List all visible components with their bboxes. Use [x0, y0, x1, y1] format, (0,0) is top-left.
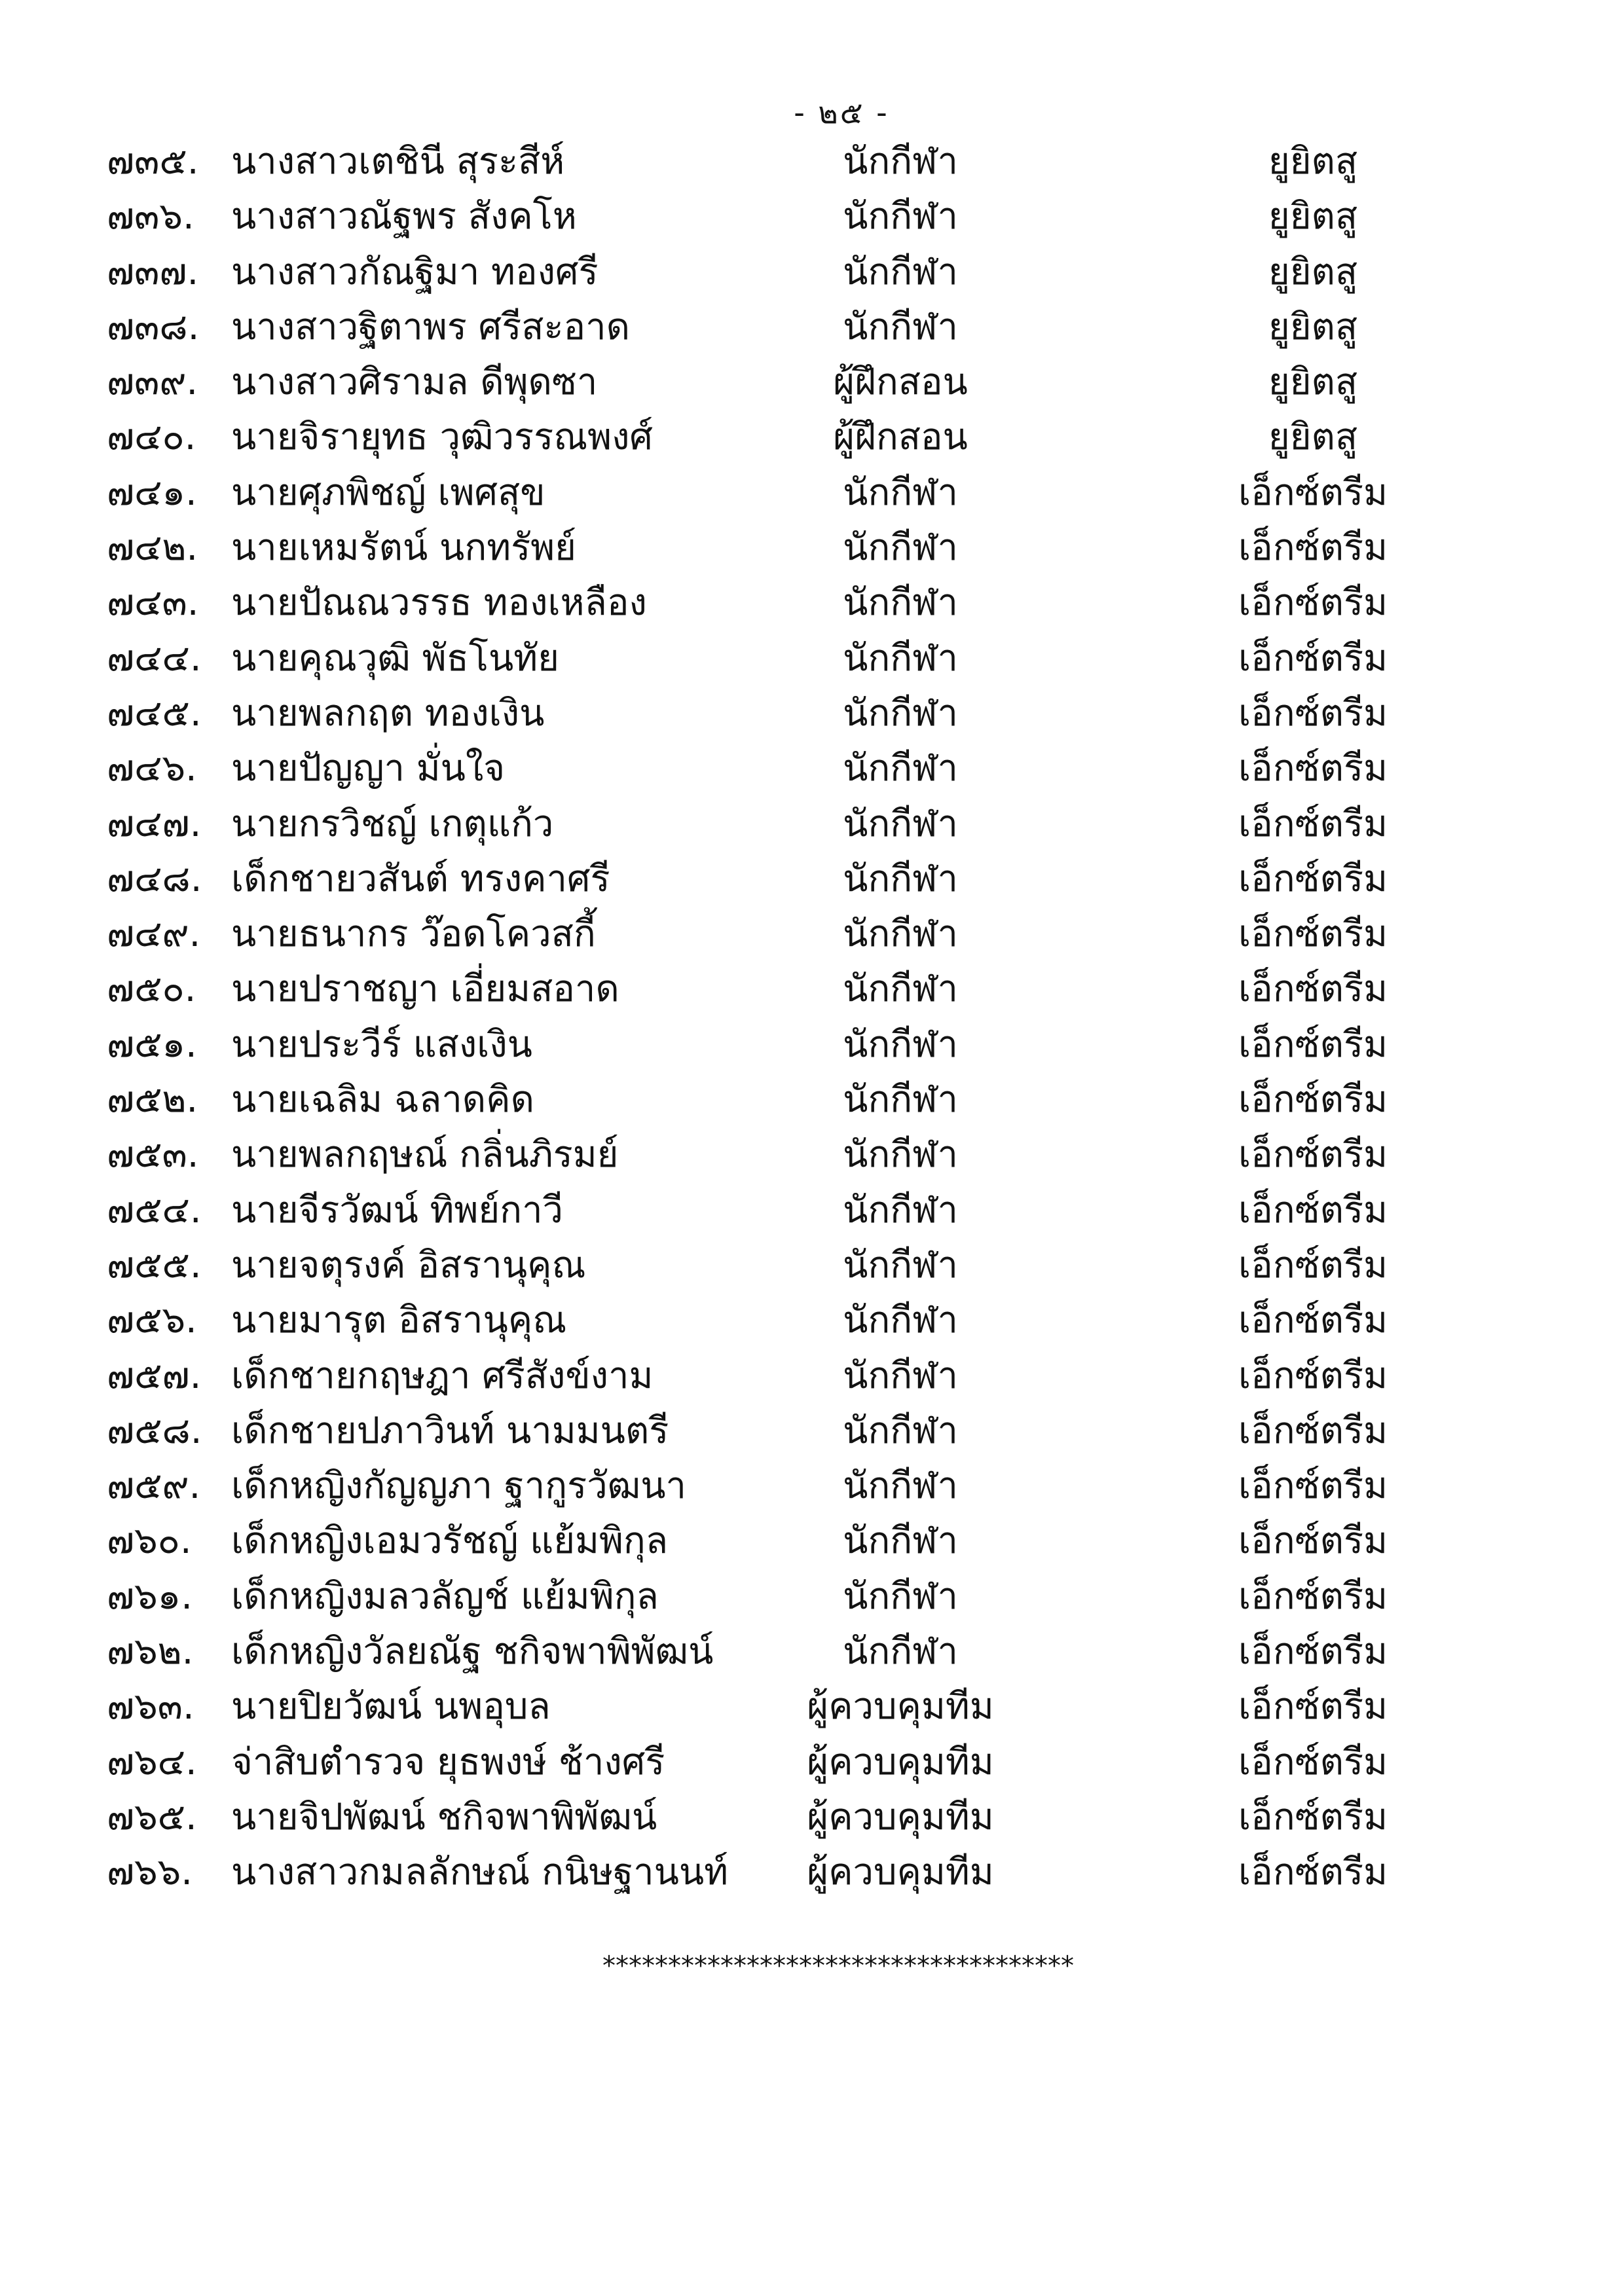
roster-row — [107, 797, 1572, 852]
entry-name: นางสาวกัณฐิมา ทองศรี — [231, 250, 599, 293]
entry-name-cell — [107, 1845, 747, 1900]
roster-row — [107, 355, 1572, 410]
entry-sport: เอ็กซ์ตรีม — [1238, 1740, 1388, 1783]
entry-number: ๗๖๕. — [107, 1795, 197, 1838]
roster-row — [107, 1514, 1572, 1569]
entry-sport: ยูยิตสู — [1268, 305, 1358, 348]
entry-name: เด็กชายกฤษฎา ศรีสังข์งาม — [231, 1354, 654, 1397]
entry-role: นักกีฬา — [843, 195, 958, 238]
roster-row — [107, 1569, 1572, 1624]
entry-sport: เอ็กซ์ตรีม — [1238, 1354, 1388, 1397]
entry-role: นักกีฬา — [843, 1078, 958, 1121]
roster-row — [107, 1183, 1572, 1238]
entry-sport: เอ็กซ์ตรีม — [1238, 691, 1388, 735]
entry-name-cell — [107, 245, 747, 300]
entry-name-cell — [107, 1679, 747, 1734]
entry-name: เด็กหญิงกัญญภา ฐากูรวัฒนา — [231, 1465, 686, 1508]
entry-number: ๗๖๖. — [107, 1851, 193, 1894]
entry-name: นายจิปพัฒน์ ชกิจพาพิพัฒน์ — [231, 1795, 657, 1838]
entry-number: ๗๔๑. — [107, 471, 197, 514]
roster-row — [107, 962, 1572, 1017]
entry-sport: เอ็กซ์ตรีม — [1238, 581, 1388, 625]
entry-name-cell — [107, 1735, 747, 1790]
entry-number: ๗๓๘. — [107, 305, 200, 348]
entry-sport: เอ็กซ์ตรีม — [1238, 802, 1388, 845]
entry-name: นางสาวเตชินี สุระสีห์ — [231, 140, 565, 183]
entry-name-cell — [107, 631, 747, 686]
entry-number: ๗๕๕. — [107, 1243, 202, 1286]
roster-row — [107, 1790, 1572, 1845]
entry-name: นายพลกฤษณ์ กลิ่นภิรมย์ — [231, 1133, 619, 1176]
roster-row — [107, 1679, 1572, 1734]
entry-role: นักกีฬา — [843, 1520, 958, 1563]
entry-number: ๗๔๖. — [107, 747, 197, 790]
roster-row — [107, 1293, 1572, 1348]
roster-row — [107, 520, 1572, 575]
entry-number: ๗๔๓. — [107, 581, 199, 625]
entry-name: นายเฉลิม ฉลาดคิด — [231, 1078, 534, 1121]
entry-number: ๗๔๗. — [107, 802, 202, 845]
entry-name: เด็กชายวสันต์ ทรงคาศรี — [231, 857, 610, 900]
entry-name-cell — [107, 1183, 747, 1238]
entry-sport: ยูยิตสู — [1268, 250, 1358, 293]
entry-role: นักกีฬา — [843, 691, 958, 735]
entry-name: นางสาวศิรามล ดีพุดซา — [231, 361, 598, 404]
entry-name-cell — [107, 852, 747, 907]
entry-name-cell — [107, 520, 747, 575]
entry-role: นักกีฬา — [843, 581, 958, 625]
roster-row — [107, 907, 1572, 962]
entry-sport: เอ็กซ์ตรีม — [1238, 1023, 1388, 1066]
entry-sport: เอ็กซ์ตรีม — [1238, 1243, 1388, 1286]
entry-name: นายปิยวัฒน์ นพอุบล — [231, 1685, 551, 1728]
entry-name: นายมารุต อิสรานุคุณ — [231, 1299, 567, 1342]
entry-name: นายจตุรงค์ อิสรานุคุณ — [231, 1243, 586, 1286]
entry-number: ๗๕๔. — [107, 1188, 202, 1231]
entry-name-cell — [107, 1459, 747, 1514]
entry-number: ๗๕๑. — [107, 1023, 197, 1066]
entry-number: ๗๓๙. — [107, 361, 198, 404]
roster-row — [107, 1404, 1572, 1459]
entry-role: นักกีฬา — [843, 1575, 958, 1618]
page-number: - ๒๕ - — [794, 95, 889, 130]
entry-number: ๗๔๔. — [107, 636, 202, 680]
entry-role: นักกีฬา — [843, 1243, 958, 1286]
entry-sport: เอ็กซ์ตรีม — [1238, 857, 1388, 900]
roster-row — [107, 852, 1572, 907]
entry-name: นางสาวณัฐพร สังคโห — [231, 195, 577, 238]
entry-name: นายจิรายุทธ วุฒิวรรณพงศ์ — [231, 416, 653, 459]
entry-role: ผู้ฝึกสอน — [833, 361, 968, 404]
entry-role: ผู้ควบคุมทีม — [807, 1685, 994, 1728]
roster-row — [107, 741, 1572, 796]
entry-number: ๗๖๒. — [107, 1630, 194, 1673]
entry-role: ผู้ฝึกสอน — [833, 416, 968, 459]
entry-number: ๗๔๙. — [107, 913, 201, 956]
entry-number: ๗๓๗. — [107, 250, 199, 293]
entry-role: นักกีฬา — [843, 1023, 958, 1066]
entry-name-cell — [107, 1072, 747, 1127]
entry-number: ๗๔๐. — [107, 416, 196, 459]
entry-role: นักกีฬา — [843, 857, 958, 900]
entry-sport: เอ็กซ์ตรีม — [1238, 1851, 1388, 1894]
entry-name-cell — [107, 189, 747, 244]
entry-name-cell — [107, 355, 747, 410]
entry-sport: เอ็กซ์ตรีม — [1238, 1409, 1388, 1452]
entry-sport: เอ็กซ์ตรีม — [1238, 1685, 1388, 1728]
roster-row — [107, 1127, 1572, 1182]
entry-role: นักกีฬา — [843, 140, 958, 183]
entry-role: นักกีฬา — [843, 305, 958, 348]
entry-name-cell — [107, 1569, 747, 1624]
entry-role: นักกีฬา — [843, 968, 958, 1011]
entry-sport: ยูยิตสู — [1268, 361, 1358, 404]
entry-name-cell — [107, 1404, 747, 1459]
roster-row — [107, 465, 1572, 520]
entry-name-cell — [107, 741, 747, 796]
entry-sport: เอ็กซ์ตรีม — [1238, 1630, 1388, 1673]
roster-row — [107, 1459, 1572, 1514]
entry-name: นายเหมรัตน์ นกทรัพย์ — [231, 526, 576, 570]
entry-name-cell — [107, 410, 747, 465]
entry-role: นักกีฬา — [843, 913, 958, 956]
roster-row — [107, 686, 1572, 741]
entry-sport: เอ็กซ์ตรีม — [1238, 526, 1388, 570]
entry-sport: เอ็กซ์ตรีม — [1238, 636, 1388, 680]
entry-number: ๗๕๒. — [107, 1078, 198, 1121]
entry-name: นายปราชญา เอี่ยมสอาด — [231, 968, 619, 1011]
roster-row — [107, 1735, 1572, 1790]
entry-sport: เอ็กซ์ตรีม — [1238, 1575, 1388, 1618]
entry-name: นายคุณวุฒิ พัธโนทัย — [231, 636, 559, 680]
entry-name: เด็กหญิงวัลยณัฐ ชกิจพาพิพัฒน์ — [231, 1630, 714, 1673]
footer-separator: ************************************ — [602, 1951, 1074, 1981]
entry-number: ๗๖๐. — [107, 1520, 192, 1563]
roster-row — [107, 1238, 1572, 1293]
entry-number: ๗๔๒. — [107, 526, 198, 570]
entry-name-cell — [107, 1293, 747, 1348]
entry-number: ๗๕๗. — [107, 1354, 202, 1397]
entry-number: ๗๓๕. — [107, 140, 199, 183]
roster-row — [107, 300, 1572, 355]
roster-row — [107, 1072, 1572, 1127]
entry-name: เด็กชายปภาวินท์ นามมนตรี — [231, 1409, 669, 1452]
entry-name-cell — [107, 1790, 747, 1845]
entry-name-cell — [107, 962, 747, 1017]
entry-name: นายปัณณวรรธ ทองเหลือง — [231, 581, 647, 625]
entry-sport: เอ็กซ์ตรีม — [1238, 1188, 1388, 1231]
entry-role: นักกีฬา — [843, 1465, 958, 1508]
entry-sport: เอ็กซ์ตรีม — [1238, 1078, 1388, 1121]
entry-role: ผู้ควบคุมทีม — [807, 1740, 994, 1783]
roster-row — [107, 1017, 1572, 1072]
entry-role: นักกีฬา — [843, 636, 958, 680]
entry-number: ๗๕๙. — [107, 1465, 201, 1508]
entry-name-cell — [107, 1127, 747, 1182]
roster-row — [107, 245, 1572, 300]
entry-name: นายปัญญา มั่นใจ — [231, 747, 506, 790]
entry-sport: ยูยิตสู — [1268, 140, 1358, 183]
entry-role: นักกีฬา — [843, 250, 958, 293]
entry-sport: ยูยิตสู — [1268, 195, 1358, 238]
entry-name: นายประวีร์ แสงเงิน — [231, 1023, 532, 1066]
entry-sport: เอ็กซ์ตรีม — [1238, 1299, 1388, 1342]
entry-name-cell — [107, 907, 747, 962]
roster-list — [107, 134, 1572, 1901]
entry-name: นายกรวิชญ์ เกตุแก้ว — [231, 802, 554, 845]
entry-name-cell — [107, 1349, 747, 1404]
entry-role: ผู้ควบคุมทีม — [807, 1851, 994, 1894]
entry-sport: ยูยิตสู — [1268, 416, 1358, 459]
entry-role: นักกีฬา — [843, 747, 958, 790]
entry-name-cell — [107, 1624, 747, 1679]
entry-name-cell — [107, 1514, 747, 1569]
roster-row — [107, 1624, 1572, 1679]
roster-row — [107, 631, 1572, 686]
entry-name-cell — [107, 575, 747, 630]
entry-sport: เอ็กซ์ตรีม — [1238, 1795, 1388, 1838]
entry-role: นักกีฬา — [843, 1354, 958, 1397]
entry-number: ๗๕๘. — [107, 1409, 202, 1452]
roster-row — [107, 189, 1572, 244]
entry-sport: เอ็กซ์ตรีม — [1238, 747, 1388, 790]
entry-name-cell — [107, 797, 747, 852]
entry-sport: เอ็กซ์ตรีม — [1238, 1465, 1388, 1508]
entry-role: นักกีฬา — [843, 1299, 958, 1342]
entry-name-cell — [107, 465, 747, 520]
entry-name: นายธนากร ว๊อดโควสกี้ — [231, 913, 596, 956]
entry-name: นายจีรวัฒน์ ทิพย์กาวี — [231, 1188, 563, 1231]
entry-name: เด็กหญิงมลวลัญช์ แย้มพิกุล — [231, 1575, 659, 1618]
roster-row — [107, 1349, 1572, 1404]
entry-number: ๗๖๔. — [107, 1740, 197, 1783]
entry-role: นักกีฬา — [843, 802, 958, 845]
entry-role: นักกีฬา — [843, 471, 958, 514]
roster-row — [107, 1845, 1572, 1900]
entry-name-cell — [107, 1017, 747, 1072]
entry-name-cell — [107, 1238, 747, 1293]
entry-number: ๗๕๖. — [107, 1299, 197, 1342]
entry-role: นักกีฬา — [843, 1188, 958, 1231]
entry-role: นักกีฬา — [843, 1409, 958, 1452]
roster-row — [107, 134, 1572, 189]
entry-sport: เอ็กซ์ตรีม — [1238, 913, 1388, 956]
entry-number: ๗๔๘. — [107, 857, 202, 900]
entry-name: นายศุภพิชญ์ เพศสุข — [231, 471, 545, 514]
entry-number: ๗๖๓. — [107, 1685, 194, 1728]
entry-role: นักกีฬา — [843, 1133, 958, 1176]
roster-row — [107, 410, 1572, 465]
entry-role: นักกีฬา — [843, 526, 958, 570]
entry-name-cell — [107, 300, 747, 355]
entry-name: เด็กหญิงเอมวรัชญ์ แย้มพิกุล — [231, 1520, 669, 1563]
entry-number: ๗๖๑. — [107, 1575, 193, 1618]
entry-name-cell — [107, 134, 747, 189]
entry-sport: เอ็กซ์ตรีม — [1238, 1520, 1388, 1563]
entry-name: จ่าสิบตำรวจ ยุธพงษ์ ช้างศรี — [231, 1740, 665, 1783]
entry-name: นางสาวฐิตาพร ศรีสะอาด — [231, 305, 630, 348]
entry-name-cell — [107, 686, 747, 741]
entry-role: ผู้ควบคุมทีม — [807, 1795, 994, 1838]
entry-sport: เอ็กซ์ตรีม — [1238, 968, 1388, 1011]
entry-sport: เอ็กซ์ตรีม — [1238, 1133, 1388, 1176]
entry-number: ๗๔๕. — [107, 691, 202, 735]
entry-number: ๗๓๖. — [107, 195, 194, 238]
roster-row — [107, 575, 1572, 630]
entry-number: ๗๕๓. — [107, 1133, 199, 1176]
entry-number: ๗๕๐. — [107, 968, 196, 1011]
entry-name: นายพลกฤต ทองเงิน — [231, 691, 545, 735]
entry-sport: เอ็กซ์ตรีม — [1238, 471, 1388, 514]
entry-name: นางสาวกมลลักษณ์ กนิษฐานนท์ — [231, 1851, 729, 1894]
entry-role: นักกีฬา — [843, 1630, 958, 1673]
